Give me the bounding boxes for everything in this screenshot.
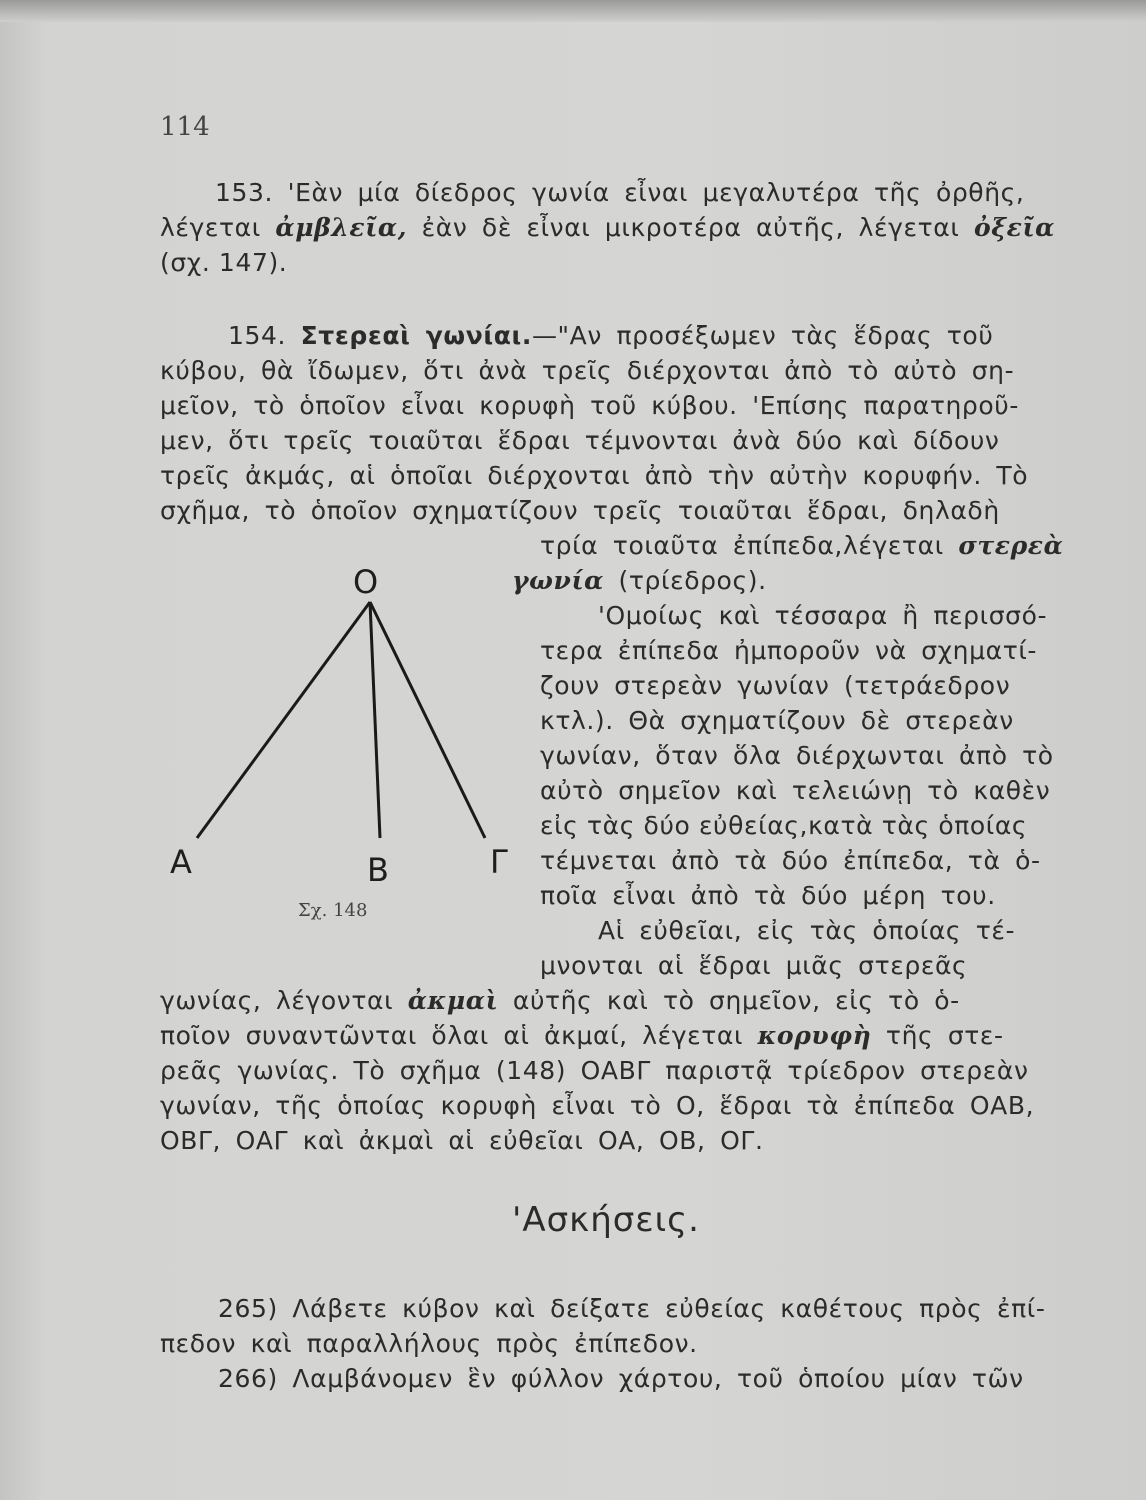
text-line: μνονται αἱ ἕδραι μιᾶς στερεᾶς [540, 951, 968, 980]
text-line: ρεᾶς γωνίας. Τὸ σχῆμα (148) ΟΑΒΓ παριστᾷ τρίεδρον στερεὰν [160, 1056, 1029, 1085]
text-line: τρία τοιαῦτα ἐπίπεδα,λέγεται στερεὰ [540, 531, 1064, 560]
edge-og [370, 602, 485, 838]
text-line: αὐτὸ σημεῖον καὶ τελειώνῃ τὸ καθὲν [540, 776, 1051, 805]
term-koryfi: κορυφὴ [757, 1021, 872, 1050]
term-ambleia: ἀμβλεῖα, [275, 213, 408, 242]
text-line: ΟΒΓ, ΟΑΓ καὶ ἀκμαὶ αἱ εὐθεῖαι ΟΑ, ΟΒ, ΟΓ. [160, 1126, 764, 1155]
text-line: λέγεται ἀμβλεῖα, ἐὰν δὲ εἶναι μικροτέρα αὐτῆς, λέγεται ὀξεῖα [160, 213, 1056, 242]
edge-ob [370, 602, 380, 838]
exercises-heading: 'Ασκήσεις. [512, 1200, 700, 1240]
text-line: Αἱ εὐθεῖαι, εἰς τὰς ὁποίας τέ- [598, 916, 1016, 945]
text-line: ζουν στερεὰν γωνίαν (τετράεδρον [540, 671, 1011, 700]
page-number: 114 [160, 112, 210, 142]
text-line: τέμνεται ἀπὸ τὰ δύο ἐπίπεδα, τὰ ὁ- [540, 846, 1041, 875]
text-line: (σχ. 147). [160, 248, 288, 277]
vertex-label-o: O [353, 563, 379, 601]
text-line: εἰς τὰς δύο εὐθείας,κατὰ τὰς ὁποίας [540, 811, 1028, 840]
page-top-shadow [0, 0, 1146, 22]
text-line: μεῖον, τὸ ὁποῖον εἶναι κορυφὴ τοῦ κύβου. 'Επίσης παρατηροῦ- [160, 391, 1019, 420]
figure-caption: Σχ. 148 [298, 900, 368, 921]
text-line: 154. Στερεαὶ γωνίαι.—"Αν προσέξωμεν τὰς ἕδρας τοῦ [228, 321, 994, 350]
vertex-label-g: Γ [490, 843, 508, 881]
text-line: 153. 'Εὰν μία δίεδρος γωνία εἶναι μεγαλυτέρα τῆς ὀρθῆς, [215, 178, 1025, 207]
exercise-266: 266) Λαμβάνομεν ἓν φύλλον χάρτου, τοῦ ὁποίου μίαν τῶν [218, 1364, 1024, 1393]
term-oxeia: ὀξεῖα [974, 213, 1056, 242]
text-line: γωνίαν, τῆς ὁποίας κορυφὴ εἶναι τὸ Ο, ἕδραι τὰ ἐπίπεδα ΟΑΒ, [160, 1091, 1035, 1120]
term-sterea: στερεὰ [958, 531, 1064, 560]
text-line: σχῆμα, τὸ ὁποῖον σχηματίζουν τρεῖς τοιαῦται ἕδραι, δηλαδὴ [160, 496, 1000, 525]
section-title: Στερεαὶ γωνίαι. [300, 321, 532, 350]
text-line: μεν, ὅτι τρεῖς τοιαῦται ἕδραι τέμνονται ἀνὰ δύο καὶ δίδουν [160, 426, 1000, 455]
vertex-label-b: B [367, 851, 389, 889]
vertex-label-a: A [170, 843, 192, 881]
trihedral-angle-diagram [155, 555, 530, 935]
text-line: ποῖα εἶναι ἀπὸ τὰ δύο μέρη του. [540, 881, 996, 910]
text-line: κτλ.). Θὰ σχηματίζουν δὲ στερεὰν [540, 706, 1014, 735]
text-line: 'Ομοίως καὶ τέσσαρα ἢ περισσό- [598, 601, 1048, 630]
text-line: ποῖον συναντῶνται ὅλαι αἱ ἀκμαί, λέγεται κορυφὴ τῆς στε- [160, 1021, 1004, 1050]
text-line: γωνίαν, ὅταν ὅλα διέρχωνται ἀπὸ τὸ [540, 741, 1054, 770]
text-line: κύβου, θὰ ἴδωμεν, ὅτι ἀνὰ τρεῖς διέρχονται ἀπὸ τὸ αὐτὸ ση- [160, 356, 1015, 385]
text-line: τερα ἐπίπεδα ἠμποροῦν νὰ σχηματί- [540, 636, 1038, 665]
text-line: γωνίας, λέγονται ἀκμαὶ αὐτῆς καὶ τὸ σημεῖον, εἰς τὸ ὁ- [160, 986, 960, 1015]
text-line: πεδον καὶ παραλλήλους πρὸς ἐπίπεδον. [160, 1329, 698, 1358]
text-line: γωνία (τρίεδρος). [512, 566, 767, 595]
term-gonia: γωνία [512, 566, 604, 595]
term-akmai: ἀκμαὶ [407, 986, 499, 1015]
text-line: τρεῖς ἀκμάς, αἱ ὁποῖαι διέρχονται ἀπὸ τὴν αὐτὴν κορυφήν. Τὸ [160, 461, 1029, 490]
exercise-265: 265) Λάβετε κύβον καὶ δείξατε εὐθείας καθέτους πρὸς ἐπί- [218, 1294, 1046, 1323]
edge-oa [197, 602, 370, 838]
figure-148 [155, 555, 530, 935]
